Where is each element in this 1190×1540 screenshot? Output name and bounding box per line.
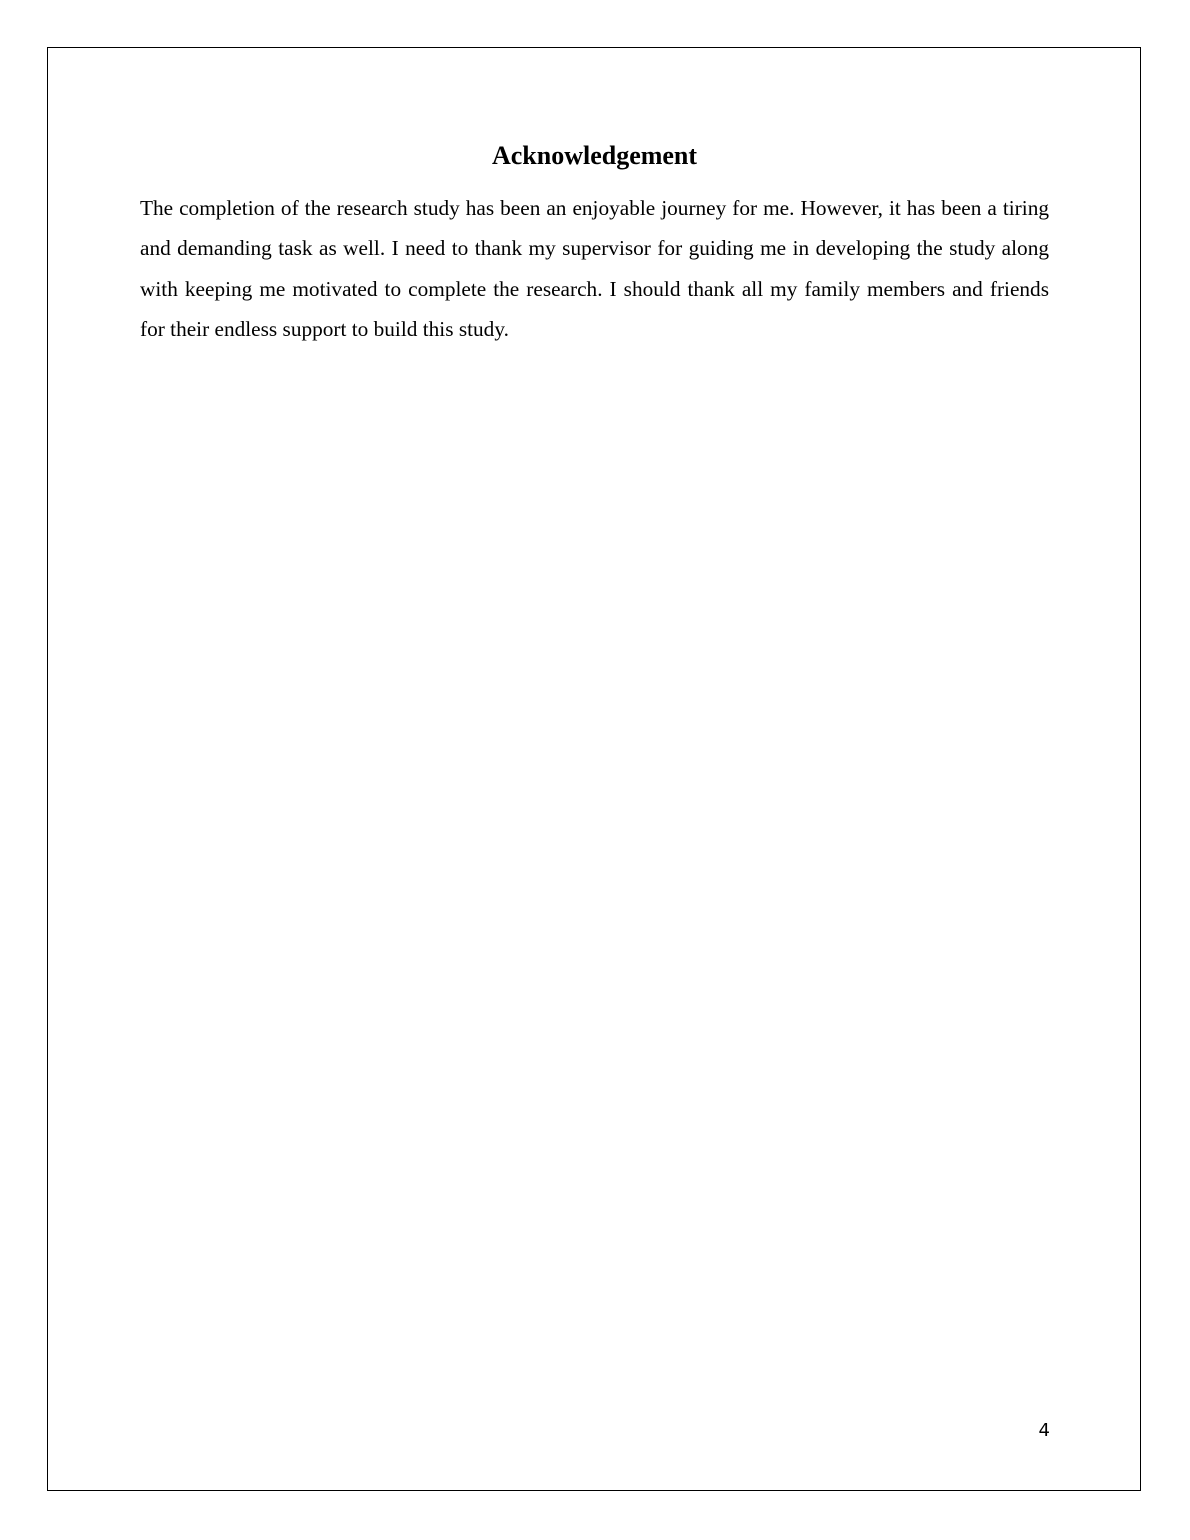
acknowledgement-paragraph: The completion of the research study has been an enjoyable journey for me. However, it has been a tiring and demanding task as well. I need to thank my supervisor for guiding me in developing the study along with keeping me motivated to complete the research. I should thank all my family members and friends for their endless support to build this study. — [140, 196, 1049, 341]
page-number: 4 — [1038, 1420, 1050, 1441]
page-title: Acknowledgement — [491, 141, 698, 170]
